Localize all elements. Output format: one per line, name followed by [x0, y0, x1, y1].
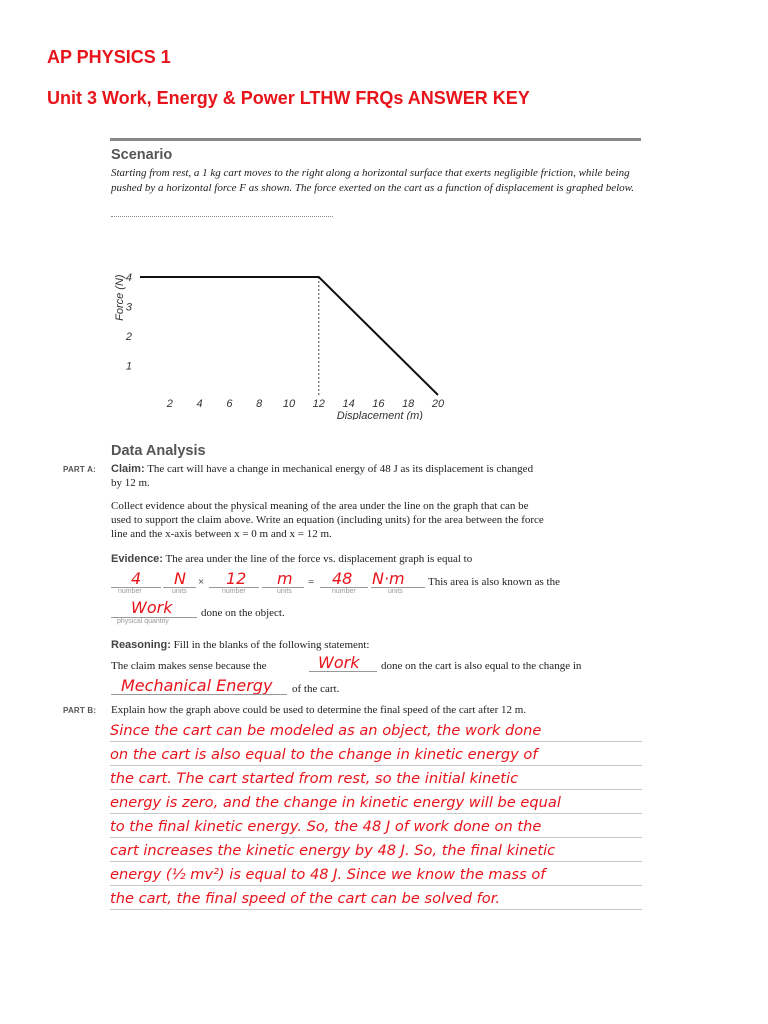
reasoning-blank-1: Work: [318, 653, 360, 672]
sub-units: units: [388, 588, 403, 595]
sub-units: units: [277, 588, 292, 595]
force-series-line: [140, 277, 438, 395]
y-tick-label: 4: [125, 272, 132, 284]
answer-physical-quantity: Work: [131, 598, 173, 617]
y-tick-label: 2: [125, 331, 132, 343]
x-tick-label: 18: [402, 398, 415, 410]
collect-line-1: Collect evidence about the physical meaning of the area under the line on the graph that can be: [111, 500, 529, 512]
x-axis-label: Displacement (m): [336, 410, 423, 420]
part-a-label: PART A:: [63, 465, 96, 474]
done-on-object-text: done on the object.: [201, 607, 285, 619]
evidence-line: Evidence: The area under the line of the force vs. displacement graph is equal to: [111, 553, 473, 565]
x-tick-label: 2: [166, 398, 173, 410]
y-tick-label: 3: [125, 301, 132, 314]
answer-line: on the cart is also equal to the change in kinetic energy of: [110, 741, 642, 766]
answer-force-number: 4: [131, 569, 142, 588]
answer-line: the cart. The cart started from rest, so the initial kinetic: [110, 765, 642, 790]
y-axis-label: Force (N): [114, 274, 126, 321]
answer-disp-units: m: [277, 569, 293, 588]
x-tick-label: 20: [431, 398, 445, 410]
claim-line-1: Claim: The cart will have a change in mechanical energy of 48 J as its displacement is changed: [111, 463, 534, 475]
x-tick-label: 12: [312, 398, 325, 410]
x-tick-label: 16: [372, 398, 385, 410]
collect-line-2: used to support the claim above. Write an equation (including units) for the area between the force: [111, 514, 544, 526]
force-displacement-chart: [110, 240, 450, 420]
answer-line: the cart, the final speed of the cart can be solved for.: [110, 885, 642, 910]
reasoning-blank-2: Mechanical Energy: [121, 676, 273, 695]
x-tick-label: 6: [226, 398, 233, 410]
sub-physical-quantity: physical quantity: [117, 618, 169, 625]
reasoning-line: Reasoning: Fill in the blanks of the following statement:: [111, 639, 370, 651]
answer-line: to the final kinetic energy. So, the 48 J of work done on the: [110, 813, 642, 838]
x-tick-label: 4: [196, 398, 203, 410]
section-divider: [110, 138, 641, 141]
part-b-label: PART B:: [63, 706, 97, 715]
scenario-text: Starting from rest, a 1 kg cart moves to the right along a horizontal surface that exerts negligible friction, while being pushed by a horizontal force F as shown. The force exerted on the cart as a function of displacement is graphed below.: [111, 167, 634, 194]
x-tick-label: 10: [282, 398, 296, 410]
answer-force-units: N: [174, 569, 186, 588]
answer-work-number: 48: [332, 569, 353, 588]
answer-line: energy is zero, and the change in kinetic energy will be equal: [110, 789, 642, 814]
dotted-divider: [111, 216, 333, 217]
answer-line: energy (½ mv²) is equal to 48 J. Since we know the mass of: [110, 861, 642, 886]
answer-work-units: N·m: [372, 569, 405, 588]
blank-underline: [111, 694, 287, 695]
x-tick-label: 8: [256, 398, 263, 410]
answer-line: Since the cart can be modeled as an object, the work done: [110, 717, 642, 742]
claim-makes-sense-text: The claim makes sense because the: [111, 660, 267, 672]
answer-line: cart increases the kinetic energy by 48 J. So, the final kinetic: [110, 837, 642, 862]
done-on-cart-text: done on the cart is also equal to the change in: [381, 660, 582, 672]
blank-underline: [309, 671, 377, 672]
scenario-heading: Scenario: [111, 147, 173, 163]
sub-number: number: [332, 588, 356, 595]
data-analysis-heading: Data Analysis: [111, 443, 206, 459]
part-b-prompt: Explain how the graph above could be used to determine the final speed of the cart after 12 m.: [111, 704, 527, 716]
x-tick-label: 14: [342, 398, 355, 410]
area-known-text: This area is also known as the: [428, 576, 560, 588]
answer-disp-number: 12: [226, 569, 247, 588]
sub-units: units: [172, 588, 187, 595]
collect-line-3: line and the x-axis between x = 0 m and x = 12 m.: [111, 528, 332, 540]
claim-line-2: by 12 m.: [111, 477, 150, 489]
equals-sign: =: [308, 576, 315, 588]
sub-number: number: [222, 588, 246, 595]
of-the-cart-text: of the cart.: [292, 683, 340, 695]
times-sign: ×: [198, 576, 205, 588]
unit-title: Unit 3 Work, Energy & Power LTHW FRQs ANSWER KEY: [47, 88, 530, 108]
sub-number: number: [118, 588, 142, 595]
course-title: AP PHYSICS 1: [47, 47, 171, 67]
y-tick-label: 1: [125, 360, 132, 373]
